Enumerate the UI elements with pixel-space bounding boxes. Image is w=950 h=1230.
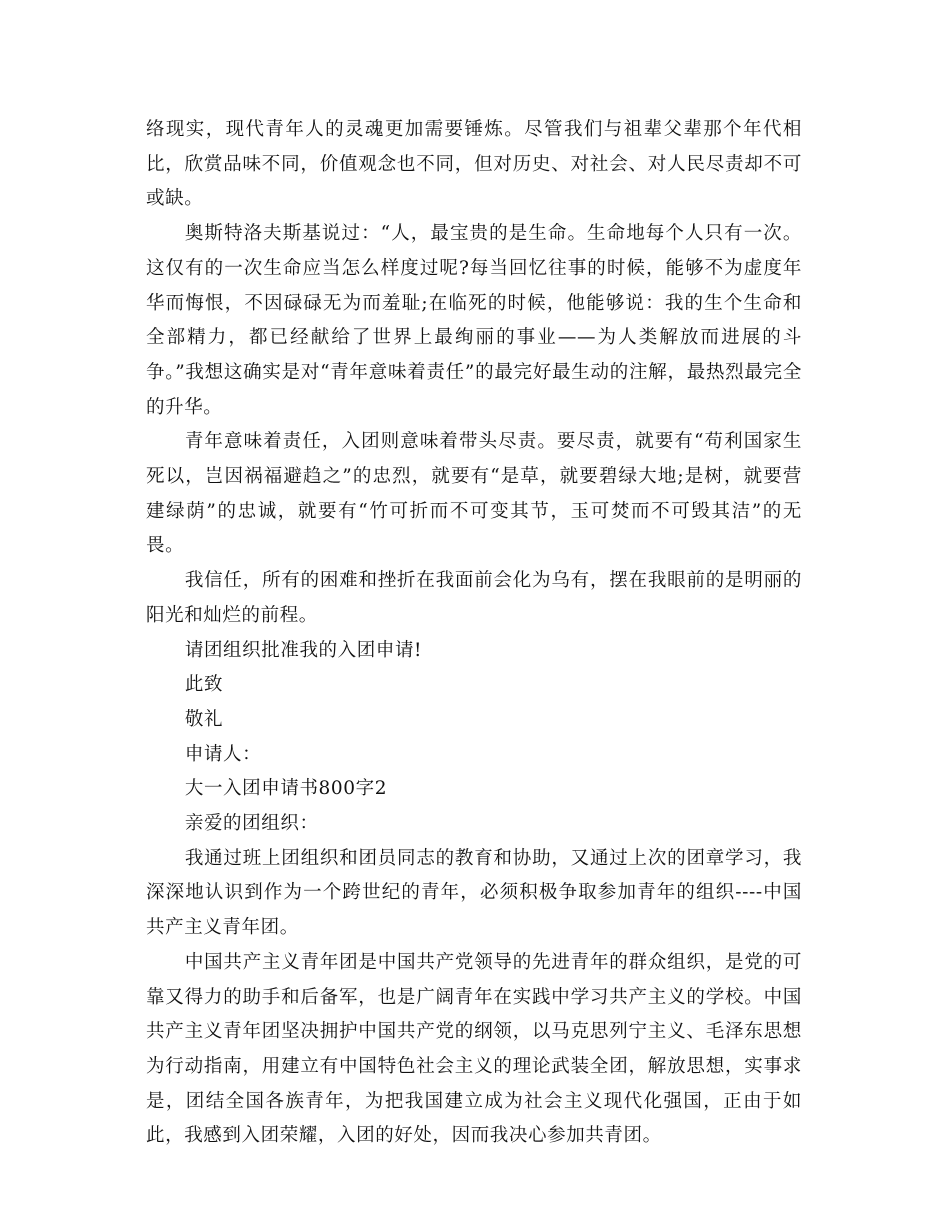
paragraph-youth-responsibility: 青年意味着责任，入团则意味着带头尽责。要尽责，就要有“苟利国家生死以，岂因祸福避趋之”的忠烈，就要有“是草，就要碧绿大地;是树，就要营建绿荫”的忠诚，就要有“竹可折而不可变其节，玉可焚而不可毁其洁”的无畏。 — [146, 431, 802, 557]
paragraph-quote-ostrovsky: 奥斯特洛夫斯基说过：“人，最宝贵的是生命。生命地每个人只有一次。这仅有的一次生命应当怎么样度过呢?每当回忆往事的时候，能够不为虚度年华而悔恨，不因碌碌无为而羞耻;在临死的时候，他能够说：我的生个生命和全部精力，都已经献给了世界上最绚丽的事业——为人类解放而进展的斗争。”我想这确实是对“青年意味着责任”的最完好最生动的注解，最热烈最完全的升华。 — [146, 223, 802, 418]
closing-cizhi: 此致 — [184, 674, 224, 696]
paragraph-study: 我通过班上团组织和团员同志的教育和协助，又通过上次的团章学习，我深深地认识到作为一个跨世纪的青年，必须积极争取参加青年的组织----中国共产主义青年团。 — [146, 847, 802, 939]
paragraph-league-description: 中国共产主义青年团是中国共产党领导的先进青年的群众组织，是党的可靠又得力的助手和后备军，也是广阔青年在实践中学习共产主义的学校。中国共产主义青年团坚决拥护中国共产党的纲领，以马克思列宁主义、毛泽东思想为行动指南，用建立有中国特色社会主义的理论武装全团，解放思想，实事求是，团结全国各族青年，为把我国建立成为社会主义现代化强国，正由于如此，我感到入团荣耀，入团的好处，因而我决心参加共青团。 — [146, 951, 802, 1147]
paragraph-continued: 络现实，现代青年人的灵魂更加需要锤炼。尽管我们与祖辈父辈那个年代相比，欣赏品味不同，价值观念也不同，但对历史、对社会、对人民尽责却不可或缺。 — [146, 119, 802, 210]
salutation: 亲爱的团组织： — [184, 813, 319, 835]
paragraph-belief: 我信任，所有的困难和挫折在我面前会化为乌有，摆在我眼前的是明丽的阳光和灿烂的前程。 — [146, 570, 802, 626]
paragraph-request: 请团组织批准我的入团申请! — [184, 639, 423, 661]
applicant-label: 申请人： — [184, 743, 262, 765]
section-heading: 大一入团申请书800字2 — [184, 778, 388, 800]
document-body — [146, 113, 802, 1154]
closing-jingli: 敬礼 — [184, 708, 224, 730]
